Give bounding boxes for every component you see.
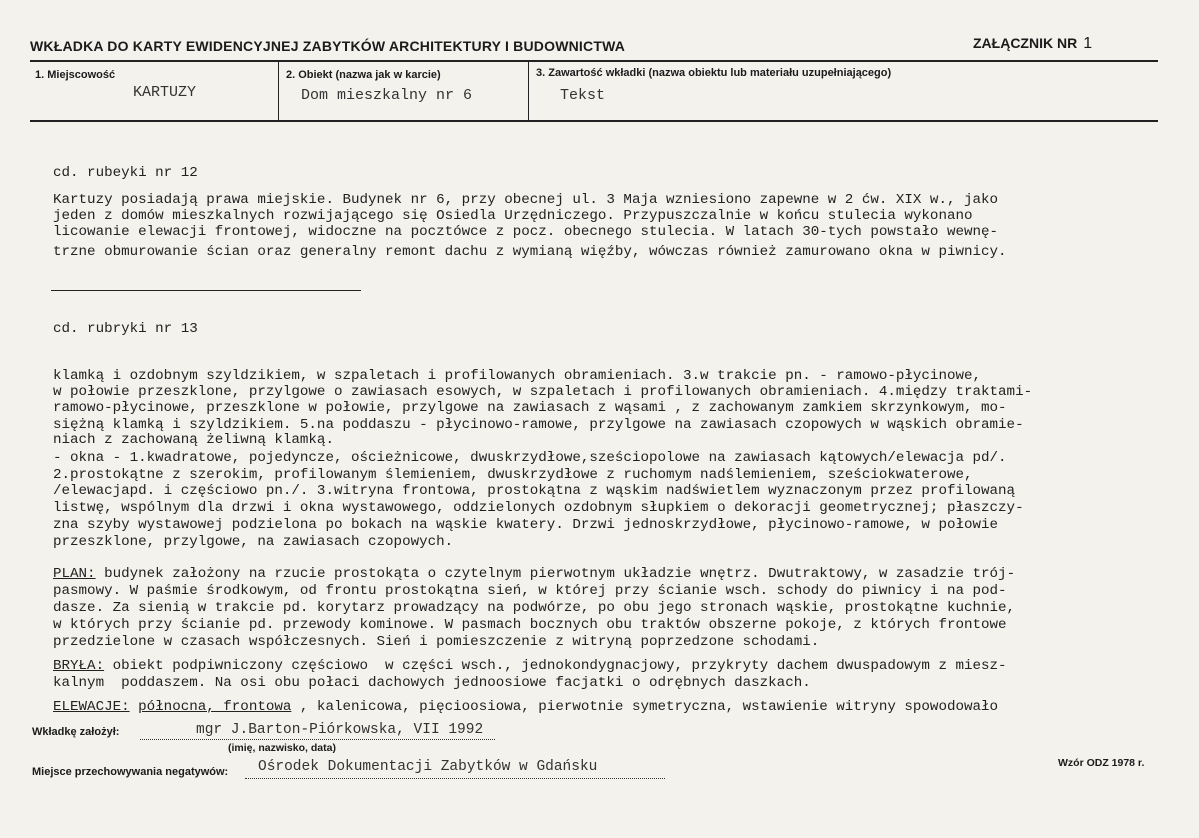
plan-line-3: dasze. Za sienią w trakcie pd. korytarz prowadzący na podwórze, po obu jego stronach wąskie, prostokątne kuchnie, — [53, 600, 1016, 616]
field-divider-2 — [528, 61, 529, 121]
elewacje-rest: , kalenicowa, pięcioosiowa, pierwotnie symetryczna, wstawienie witryny spowodowało — [291, 699, 999, 715]
elewacje-underlined: północna, frontowa — [138, 699, 292, 715]
content-label: 3. Zawartość wkładki (nazwa obiektu lub materiału uzupełniającego) — [536, 67, 892, 79]
content-value: Tekst — [560, 87, 606, 104]
bryla-line-2: kalnym poddaszem. Na osi obu połaci dachowych jednoosiowe facjatki o odrębnych daszkach. — [53, 675, 811, 691]
bryla-label: BRYŁA: — [53, 658, 105, 674]
section13-line-1: klamką i ozdobnym szyldzikiem, w szpaletach i profilowanych obramieniach. 3.w trakcie pn. - ramowo-płycinowe, — [53, 368, 982, 384]
locality-value: KARTUZY — [133, 84, 197, 101]
storage-dotted-line — [245, 778, 665, 779]
founded-label: Wkładkę założył: — [32, 726, 120, 738]
attachment-number: 1 — [1083, 35, 1093, 52]
plan-line-5: przedzielone w czasach współczesnych. Sień i pomieszczenie z witryną poprzedzone schodami. — [53, 634, 820, 650]
plan-label: PLAN: — [53, 566, 96, 582]
section13-line-10: zna szyby wystawowej podzielona po bokach na wąskie kwatery. Drzwi jednoskrzydłowe, płycinowo-ramowe, w połowie — [53, 517, 999, 533]
plan-line-2: pasmowy. W paśmie środkowym, od frontu prostokątna sień, w której przy ścianie wsch. schody do piwnicy i na pod- — [53, 583, 1007, 599]
bryla-line-1 — [53, 659, 1007, 675]
section13-line-8: /elewacjapd. i częściowo pn./. 3.witryna frontowa, prostokątna z wąskim nadświetlem wyznaczonym przez profilowaną — [53, 483, 1016, 499]
section12-line-4: trzne obmurowanie ścian oraz generalny remont dachu z wymianą więźby, wówczas również zamurowano okna w piwnicy. — [53, 244, 1007, 260]
storage-value: Ośrodek Dokumentacji Zabytków w Gdańsku — [258, 759, 598, 775]
section12-line-3: licowanie elewacji frontowej, widoczne na pocztówce z pocz. obecnego stulecia. W latach 30-tych powstało wewnę- — [53, 224, 999, 240]
founded-dotted-line — [140, 739, 495, 740]
founded-value: mgr J.Barton-Piórkowska, VII 1992 — [196, 722, 484, 738]
section-separator — [51, 290, 361, 291]
object-label: 2. Obiekt (nazwa jak w karcie) — [286, 69, 441, 81]
attachment-label-text: ZAŁĄCZNIK NR — [973, 35, 1078, 51]
header-bottom-rule — [30, 120, 1158, 122]
section13-line-3: ramowo-płycinowe, przeszklone w połowie, przylgowe na zawiasach z wąsami , z zachowanym zamkiem skrzynkowym, mo- — [53, 400, 1007, 416]
elewacje-label: ELEWACJE: — [53, 699, 130, 715]
section12-line-2: jeden z domów mieszkalnych rozwijającego się Osiedla Urzędniczego. Przypuszczalnie w końcu stulecia wykonano — [53, 208, 973, 224]
locality-label: 1. Miejscowość — [35, 69, 116, 81]
attachment-label — [973, 35, 1092, 53]
elewacje-line — [53, 700, 998, 716]
section13-line-6: - okna - 1.kwadratowe, pojedyncze, ościeżnicowe, dwuskrzydłowe,sześciopolowe na zawiasach kątowych/elewacja pd/. — [53, 450, 1007, 466]
storage-label: Miejsce przechowywania negatywów: — [32, 766, 229, 778]
section13-line-11: przeszklone, przylgowe, na zawiasach czopowych. — [53, 534, 454, 550]
section13-line-5: niach z zachowaną żeliwną klamką. — [53, 432, 334, 448]
document-title: WKŁADKA DO KARTY EWIDENCYJNEJ ZABYTKÓW ARCHITEKTURY I BUDOWNICTWA — [30, 38, 626, 54]
header-top-rule — [30, 60, 1158, 62]
plan-line-4: w których przy ścianie pd. przewody kominowe. W pasmach bocznych obu traktów obszerne pokoje, z których frontowe — [53, 617, 1007, 633]
founded-sub: (imię, nazwisko, data) — [228, 742, 336, 754]
section12-heading: cd. rubeyki nr 12 — [53, 165, 198, 181]
field-divider-1 — [278, 61, 279, 121]
section13-line-2: w połowie przeszklone, przylgowe o zawiasach esowych, w szpaletach i profilowanych obramieniach. 4.między traktami- — [53, 384, 1033, 400]
form-number: Wzór ODZ 1978 r. — [1058, 757, 1145, 769]
plan-text-1: budynek założony na rzucie prostokąta o czytelnym pierwotnym układzie wnętrz. Dwutraktowy, w zasadzie trój- — [95, 566, 1016, 582]
section12-line-1: Kartuzy posiadają prawa miejskie. Budynek nr 6, przy obecnej ul. 3 Maja wzniesiono zapewne w 2 ćw. XIX w., jako — [53, 192, 999, 208]
object-value: Dom mieszkalny nr 6 — [301, 87, 473, 104]
section13-line-9: listwę, wspólnym dla drzwi i okna wystawowego, oddzielonych ozdobnym słupkiem o dekoracji geometrycznej; płaszczy- — [53, 500, 1024, 516]
section13-heading: cd. rubryki nr 13 — [53, 321, 198, 337]
section13-line-4: siężną klamką i szyldzikiem. 5.na poddaszu - płycinowo-ramowe, przylgowe na zawiasach czopowych w wąskich obramie- — [53, 417, 1024, 433]
bryla-text-1: obiekt podpiwniczony częściowo w części wsch., jednokondygnacjowy, przykryty dachem dwuspadowym z miesz- — [104, 658, 1007, 674]
section13-line-7: 2.prostokątne z szerokim, profilowanym ślemieniem, dwuskrzydłowe z ruchomym nadślemieniem, sześciokwaterowe, — [53, 467, 973, 483]
plan-line-1 — [53, 567, 1015, 583]
